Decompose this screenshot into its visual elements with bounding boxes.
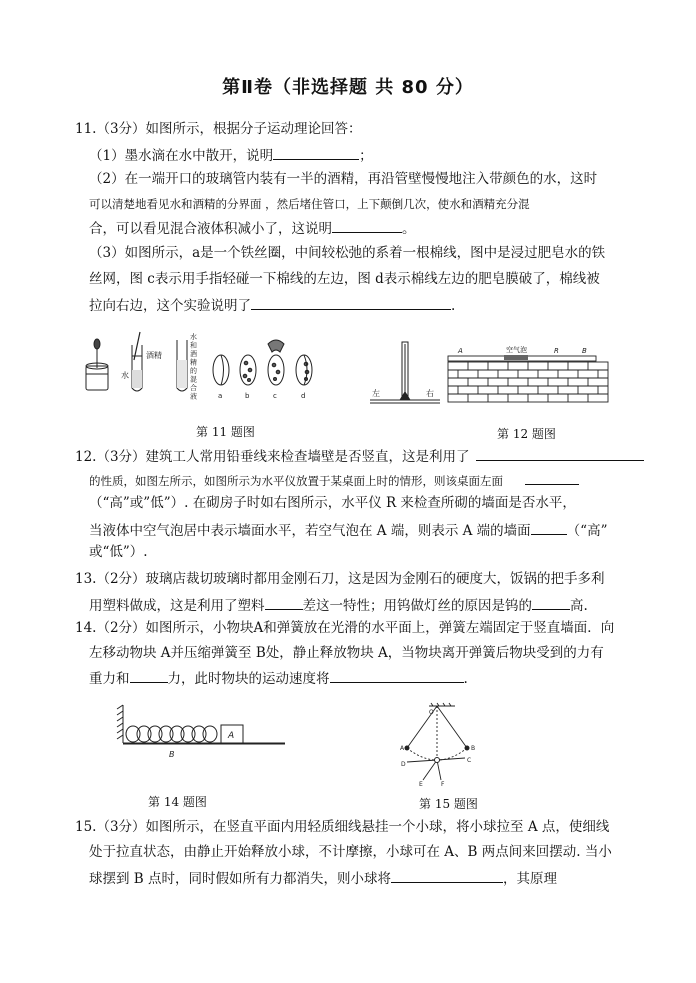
air-bubble: [504, 355, 528, 360]
spring-coil: [148, 726, 162, 742]
answer-blank[interactable]: [476, 446, 644, 461]
label-E: E: [419, 781, 423, 788]
label-b: b: [245, 392, 250, 400]
label-air-bubble: 空气泡: [506, 346, 527, 354]
figure-12: [368, 340, 616, 410]
answer-blank[interactable]: [532, 595, 570, 610]
answer-blank[interactable]: [531, 520, 567, 535]
spring-coil: [181, 726, 195, 742]
wire-loop-a: [213, 355, 229, 385]
q11-part3-line2: 丝网，图 c表示用手指轻碰一下棉线的左边，图 d表示棉线左边的肥皂膜破了，棉线被: [89, 271, 600, 287]
label-mixed-char: 酒: [190, 350, 197, 358]
figure-15: [393, 700, 493, 790]
test-tube-mixed: [177, 340, 187, 391]
figure-14-caption: 第 14 题图: [148, 795, 207, 809]
spring: [126, 726, 217, 742]
label-mixed-char: 和: [190, 341, 197, 350]
wire-loop-b: [240, 355, 256, 385]
q14-line1: 14.（2分）如图所示，小物块A和弹簧放在光滑的水平面上，弹簧左端固定于竖直墙面．向: [75, 620, 615, 636]
label-O: O: [429, 709, 434, 716]
q11-part1: （1）墨水滴在水中散开，说明 ；: [89, 145, 373, 165]
label-c: c: [273, 392, 277, 400]
q15-line2: 处于拉直状态，由静止开始释放小球，不计摩擦，小球可在 A、B 两点间来回摆动. 当小: [89, 844, 612, 860]
label-C: C: [467, 757, 472, 764]
wire-loop-c: [268, 340, 284, 385]
q14-line2: 左移动物块 A并压缩弹簧至 B处，静止释放物块 A，当物块离开弹簧后物块受到的力有: [89, 645, 604, 661]
beaker-dropper: [86, 339, 108, 390]
wall: [117, 705, 285, 744]
q15-line3: 球摆到 B 点时，同时假如所有力都消失，则小球将 ，其原理: [89, 868, 557, 888]
brick-wall: [448, 356, 608, 402]
label-right: 右: [426, 389, 434, 398]
section-title: 第Ⅱ卷（非选择题 共 80 分）: [222, 77, 474, 98]
answer-blank[interactable]: [265, 595, 303, 610]
label-mixed-char: 水: [190, 333, 197, 341]
spring-coil: [170, 726, 184, 742]
figure-14: [115, 703, 290, 763]
label-block-A: A: [228, 731, 235, 741]
answer-blank[interactable]: [332, 218, 402, 233]
label-mixed-char: 混: [190, 375, 197, 384]
q11-part2-line1: （2）在一端开口的玻璃管内装有一半的酒精，再沿管壁慢慢地注入带颜色的水，这时: [89, 171, 598, 187]
spring-coil: [126, 726, 140, 742]
label-alcohol: 酒精: [146, 351, 162, 360]
answer-blank[interactable]: [130, 668, 168, 683]
q11-part2-line2: 可以清楚地看见水和酒精的分界面 ，然后堵住管口，上下颠倒几次，使水和酒精充分混: [89, 197, 530, 211]
label-d: d: [301, 392, 306, 400]
q12-line4: 当液体中空气泡居中表示墙面水平，若空气泡在 A 端，则表示 A 端的墙面 （“高”: [89, 520, 607, 540]
q13-line2: 用塑料做成，这是利用了塑料 差这一特性；用钨做灯丝的原因是钨的 高.: [89, 595, 588, 615]
label-F: F: [441, 781, 445, 788]
label-mixed-char: 合: [190, 384, 197, 392]
ball-A: [405, 746, 410, 751]
label-water: 水: [121, 371, 129, 380]
q11-stem: 11.（3分）如图所示，根据分子运动理论回答：: [75, 121, 362, 137]
spring-coil: [192, 726, 206, 742]
figure-12-caption: 第 12 题图: [497, 427, 556, 441]
answer-blank[interactable]: [330, 668, 464, 683]
ball-center: [435, 758, 440, 763]
spring-coil: [203, 726, 217, 742]
label-R: R: [554, 347, 559, 355]
q11-part3-line3: 拉向右边，这个实验说明了 .: [89, 295, 455, 315]
label-D: D: [401, 761, 406, 768]
q12-line5: 或“低”）.: [89, 544, 148, 560]
label-mixed-char: 精: [190, 358, 197, 367]
label-left: 左: [372, 389, 380, 398]
test-tube-water: [132, 332, 142, 391]
answer-blank[interactable]: [391, 868, 503, 883]
ball-B: [465, 746, 470, 751]
q13-line1: 13.（2分）玻璃店裁切玻璃时都用金刚石刀，这是因为金刚石的硬度大，饭锅的把手多利: [75, 571, 605, 587]
q12-line2: 的性质，如图左所示，如图所示为水平仪放置于某桌面上时的情形，则该桌面左面: [89, 470, 579, 490]
figure-15-caption: 第 15 题图: [419, 797, 478, 811]
answer-blank[interactable]: [525, 470, 579, 485]
pendulum: [407, 703, 467, 780]
label-A: A: [400, 745, 405, 752]
q11-part2-line3: 合，可以看见混合液体积减小了，这说明 。: [89, 218, 416, 238]
q11-part3-line1: （3）如图所示，a是一个铁丝圈，中间较松弛的系着一根棉线，图中是浸过肥皂水的铁: [89, 245, 606, 261]
label-a: a: [218, 392, 223, 400]
answer-blank[interactable]: [273, 145, 359, 160]
wire-loop-d: [296, 355, 312, 385]
q15-line1: 15.（3分）如图所示，在竖直平面内用轻质细线悬挂一个小球，将小球拉至 A 点，使细线: [75, 819, 610, 835]
label-mixed-liquid: [190, 332, 197, 401]
label-point-B: B: [169, 750, 175, 759]
q14-line3: 重力和 力，此时物块的运动速度将 .: [89, 668, 468, 688]
label-mixed-char: 的: [190, 367, 197, 375]
spring-coil: [137, 726, 151, 742]
label-A: A: [458, 347, 463, 355]
label-B: B: [582, 347, 587, 355]
figure-11-caption: 第 11 题图: [196, 425, 255, 439]
label-B: B: [471, 745, 476, 752]
figure-11: [80, 330, 330, 420]
q12-line1: 12.（3分）建筑工人常用铅垂线来检查墙壁是否竖直，这是利用了: [75, 446, 644, 466]
spring-coil: [159, 726, 173, 742]
answer-blank[interactable]: [251, 295, 451, 310]
q12-line3: （“高”或”低”）. 在砌房子时如右图所示，水平仪 R 来检查所砌的墙面是否水平，: [89, 495, 576, 511]
label-mixed-char: 液: [190, 392, 197, 401]
